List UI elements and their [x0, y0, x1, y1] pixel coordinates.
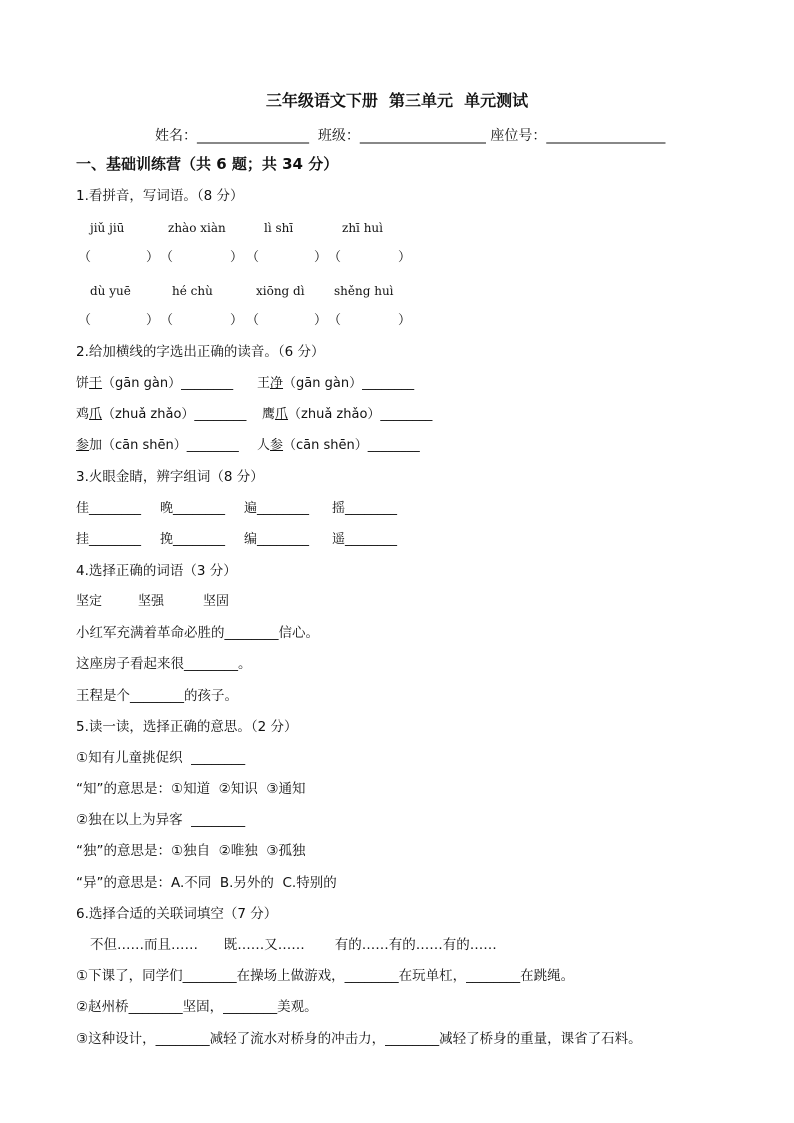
pronunciation-item: 王净（gān gàn）________	[257, 376, 415, 391]
paren-close: ）	[146, 313, 160, 328]
meaning-options: “知”的意思是：①知道 ②知识 ③通知	[76, 781, 306, 797]
fill-sentence: 小红军充满着革命必胜的________信心。	[76, 625, 319, 641]
section-heading: 一、基础训练营（共 6 题；共 34 分）	[76, 155, 339, 173]
question-5-prompt: 5.读一读，选择正确的意思。（2 分）	[76, 719, 298, 735]
paren-open: （	[246, 250, 260, 265]
meaning-options: “异”的意思是：A.不同 B.另外的 C.特别的	[76, 875, 337, 891]
char-blank: 挂________	[76, 532, 142, 547]
char-blank: 挽________	[160, 532, 226, 547]
paren-open: （	[78, 313, 92, 328]
question-6-prompt: 6.选择合适的关联词填空（7 分）	[76, 906, 278, 922]
pinyin-item: xiōng dì	[256, 284, 305, 298]
fill-sentence: 这座房子看起来很________。	[76, 656, 252, 672]
pinyin-item: shěng huì	[334, 284, 394, 298]
paren-close: ）	[230, 313, 244, 328]
char-blank: 遥________	[332, 532, 398, 547]
char-blank: 佳________	[76, 501, 142, 516]
student-info-line: 姓名：________________ 班级：__________________ 座位号：_________________	[155, 128, 666, 144]
paren-open: （	[328, 313, 342, 328]
fill-sentence: ①下课了，同学们________在操场上做游戏，________在玩单杠，________在跳绳。	[76, 968, 575, 984]
paren-open: （	[78, 250, 92, 265]
meaning-options: “独”的意思是：①独自 ②唯独 ③孤独	[76, 843, 306, 859]
question-3-prompt: 3.火眼金睛，辨字组词（8 分）	[76, 469, 264, 485]
fill-sentence: ②赵州桥________坚固，________美观。	[76, 999, 318, 1015]
word-choice: 坚强	[138, 594, 165, 609]
fill-sentence: ③这种设计，________减轻了流水对桥身的冲击力，________减轻了桥身的重量，课省了石料。	[76, 1031, 642, 1047]
pronunciation-item: 鹰爪（zhuǎ zhǎo）________	[262, 407, 433, 422]
pinyin-item: jiǔ jiū	[90, 221, 125, 235]
paren-close: ）	[314, 250, 328, 265]
paren-open: （	[160, 313, 174, 328]
char-blank: 摇________	[332, 501, 398, 516]
fill-sentence: 王程是个________的孩子。	[76, 688, 238, 704]
char-blank: 遍________	[244, 501, 310, 516]
question-4-prompt: 4.选择正确的词语（3 分）	[76, 563, 237, 579]
question-1-prompt: 1.看拼音，写词语。（8 分）	[76, 188, 244, 204]
pronunciation-item: 鸡爪（zhuǎ zhǎo）________	[76, 407, 247, 422]
pinyin-item: lì shī	[264, 221, 294, 235]
word-choice: 坚固	[203, 594, 230, 609]
pronunciation-item: 饼干（gān gàn）________	[76, 376, 234, 391]
char-blank: 编________	[244, 532, 310, 547]
question-2-prompt: 2.给加横线的字选出正确的读音。（6 分）	[76, 344, 325, 360]
pinyin-item: dù yuē	[90, 284, 131, 298]
pinyin-item: zhào xiàn	[168, 221, 226, 235]
paren-close: ）	[314, 313, 328, 328]
poem-line: ②独在以上为异客 ________	[76, 812, 246, 828]
pinyin-item: hé chù	[172, 284, 213, 298]
char-blank: 晚________	[160, 501, 226, 516]
worksheet-title: 三年级语文下册 第三单元 单元测试	[265, 91, 529, 110]
word-choice: 坚定	[76, 594, 103, 609]
paren-close: ）	[398, 313, 412, 328]
paren-close: ）	[398, 250, 412, 265]
paren-open: （	[160, 250, 174, 265]
poem-line: ①知有儿童挑促织 ________	[76, 750, 246, 766]
paren-close: ）	[146, 250, 160, 265]
paren-open: （	[328, 250, 342, 265]
paren-open: （	[246, 313, 260, 328]
pronunciation-item: 人参（cān shēn）________	[257, 438, 420, 453]
conjunction-options: 不但……而且…… 既……又…… 有的……有的……有的……	[90, 937, 497, 953]
paren-close: ）	[230, 250, 244, 265]
pinyin-item: zhī huì	[342, 221, 383, 235]
pronunciation-item: 参加（cān shēn）________	[76, 438, 239, 453]
